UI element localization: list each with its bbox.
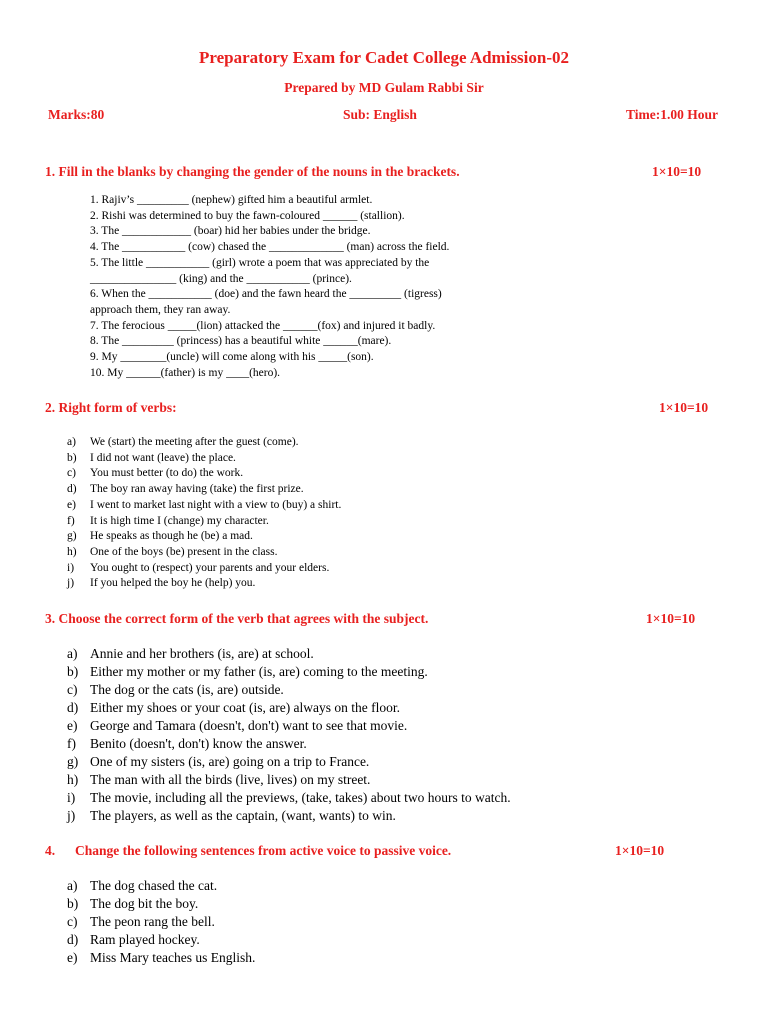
list-item xyxy=(67,807,511,825)
item-text: Either my mother or my father (is, are) coming to the meeting. xyxy=(90,664,428,679)
list-item xyxy=(67,663,511,681)
item-text: The dog chased the cat. xyxy=(90,878,218,893)
list-item xyxy=(67,545,341,561)
q1-line: 6. When the ___________ (doe) and the fawn heard the _________ (tigress) xyxy=(90,288,442,301)
list-item xyxy=(67,895,255,913)
item-text: The boy ran away having (take) the first prize. xyxy=(90,483,304,496)
list-item xyxy=(67,699,511,717)
list-item xyxy=(67,482,341,498)
list-item xyxy=(67,735,511,753)
item-text: You ought to (respect) your parents and your elders. xyxy=(90,561,330,574)
item-label: g) xyxy=(67,754,79,769)
q1-marks: 1×10=10 xyxy=(652,164,702,179)
item-text: Either my shoes or your coat (is, are) always on the floor. xyxy=(90,700,401,715)
q1-line: 4. The ___________ (cow) chased the _____________ (man) across the field. xyxy=(90,241,450,254)
item-text: Benito (doesn't, don't) know the answer. xyxy=(90,736,307,751)
list-item xyxy=(67,931,255,949)
item-text: The peon rang the bell. xyxy=(90,914,215,929)
q4-heading: Change the following sentences from active voice to passive voice. xyxy=(75,843,452,858)
total-marks: Marks:80 xyxy=(48,107,105,122)
list-item xyxy=(67,913,255,931)
item-text: The dog or the cats (is, are) outside. xyxy=(90,682,284,697)
exam-title: Preparatory Exam for Cadet College Admission-02 xyxy=(198,48,570,67)
q1-line: 3. The ____________ (boar) hid her babies under the bridge. xyxy=(90,225,371,238)
q2-heading: 2. Right form of verbs: xyxy=(45,400,177,415)
item-label: h) xyxy=(67,772,79,787)
item-text: You must better (to do) the work. xyxy=(90,467,244,480)
exam-subtitle: Prepared by MD Gulam Rabbi Sir xyxy=(284,80,484,95)
q1-line: 1. Rajiv’s _________ (nephew) gifted him a beautiful armlet. xyxy=(90,194,373,206)
item-label: a) xyxy=(67,878,78,893)
q1-line: 10. My ______(father) is my ____(hero). xyxy=(90,366,281,379)
item-text: We (start) the meeting after the guest (come). xyxy=(90,436,299,448)
item-label: b) xyxy=(67,896,79,911)
list-item xyxy=(67,949,255,967)
item-text: The players, as well as the captain, (want, wants) to win. xyxy=(90,808,396,823)
item-label: f) xyxy=(67,514,75,527)
item-label: i) xyxy=(67,790,76,805)
item-label: e) xyxy=(67,718,78,733)
q3-heading: 3. Choose the correct form of the verb that agrees with the subject. xyxy=(45,611,429,626)
item-text: I did not want (leave) the place. xyxy=(90,451,236,464)
q3-marks: 1×10=10 xyxy=(646,611,696,626)
q4-list xyxy=(67,877,255,967)
item-label: c) xyxy=(67,467,76,480)
item-text: Miss Mary teaches us English. xyxy=(90,950,256,965)
item-label: e) xyxy=(67,498,76,511)
q2-list xyxy=(67,435,341,592)
exam-time: Time:1.00 Hour xyxy=(626,107,718,122)
item-label: j) xyxy=(67,577,75,590)
list-item xyxy=(67,771,511,789)
q1-line: 8. The _________ (princess) has a beautiful white ______(mare). xyxy=(90,335,392,348)
item-text: George and Tamara (doesn't, don't) want to see that movie. xyxy=(90,718,408,733)
list-item xyxy=(67,681,511,699)
list-item xyxy=(67,753,511,771)
q3-list xyxy=(67,645,511,825)
item-label: d) xyxy=(67,483,77,496)
q1-heading: 1. Fill in the blanks by changing the gender of the nouns in the brackets. xyxy=(45,164,460,179)
q1-line: _______________ (king) and the ___________ (prince). xyxy=(90,272,352,285)
item-text: Ram played hockey. xyxy=(90,932,200,947)
item-text: One of my sisters (is, are) going on a trip to France. xyxy=(90,754,370,769)
item-text: He speaks as though he (be) a mad. xyxy=(90,530,253,543)
item-label: e) xyxy=(67,950,78,965)
item-label: f) xyxy=(67,736,76,751)
q1-line: 2. Rishi was determined to buy the fawn-coloured ______ (stallion). xyxy=(90,209,405,222)
list-item xyxy=(67,451,341,467)
q1-line: 9. My ________(uncle) will come along with his _____(son). xyxy=(90,351,374,364)
item-label: c) xyxy=(67,914,78,929)
list-item xyxy=(67,466,341,482)
q1-line: 7. The ferocious _____(lion) attacked the ______(fox) and injured it badly. xyxy=(90,319,436,332)
list-item xyxy=(67,576,341,592)
q1-line: 5. The little ___________ (girl) wrote a poem that was appreciated by the xyxy=(90,256,430,269)
q2-marks: 1×10=10 xyxy=(659,400,709,415)
item-label: c) xyxy=(67,682,78,697)
item-text: I went to market last night with a view to (buy) a shirt. xyxy=(90,498,342,511)
list-item xyxy=(67,877,255,895)
item-label: j) xyxy=(67,808,76,823)
item-text: Annie and her brothers (is, are) at school. xyxy=(90,646,314,661)
item-label: g) xyxy=(67,530,77,543)
item-text: It is high time I (change) my character. xyxy=(90,514,269,527)
item-text: The movie, including all the previews, (take, takes) about two hours to watch. xyxy=(90,790,511,805)
item-label: d) xyxy=(67,932,79,947)
item-text: The man with all the birds (live, lives) on my street. xyxy=(90,772,371,787)
item-label: d) xyxy=(67,700,79,715)
list-item xyxy=(67,645,511,663)
list-item xyxy=(67,498,341,514)
item-text: The dog bit the boy. xyxy=(90,896,199,911)
subject: Sub: English xyxy=(343,107,417,122)
item-label: a) xyxy=(67,436,76,448)
q1-list xyxy=(90,193,449,381)
item-label: h) xyxy=(67,545,77,558)
item-label: i) xyxy=(67,561,75,574)
item-label: a) xyxy=(67,646,78,661)
q1-line: approach them, they ran away. xyxy=(90,303,231,316)
list-item xyxy=(67,717,511,735)
list-item xyxy=(67,435,341,451)
q4-number: 4. xyxy=(45,843,56,858)
list-item xyxy=(67,514,341,530)
q4-marks: 1×10=10 xyxy=(615,843,665,858)
item-text: If you helped the boy he (help) you. xyxy=(90,577,256,590)
item-label: b) xyxy=(67,664,79,679)
list-item xyxy=(67,561,341,577)
item-label: b) xyxy=(67,451,77,464)
list-item xyxy=(67,529,341,545)
item-text: One of the boys (be) present in the class. xyxy=(90,545,278,558)
list-item xyxy=(67,789,511,807)
